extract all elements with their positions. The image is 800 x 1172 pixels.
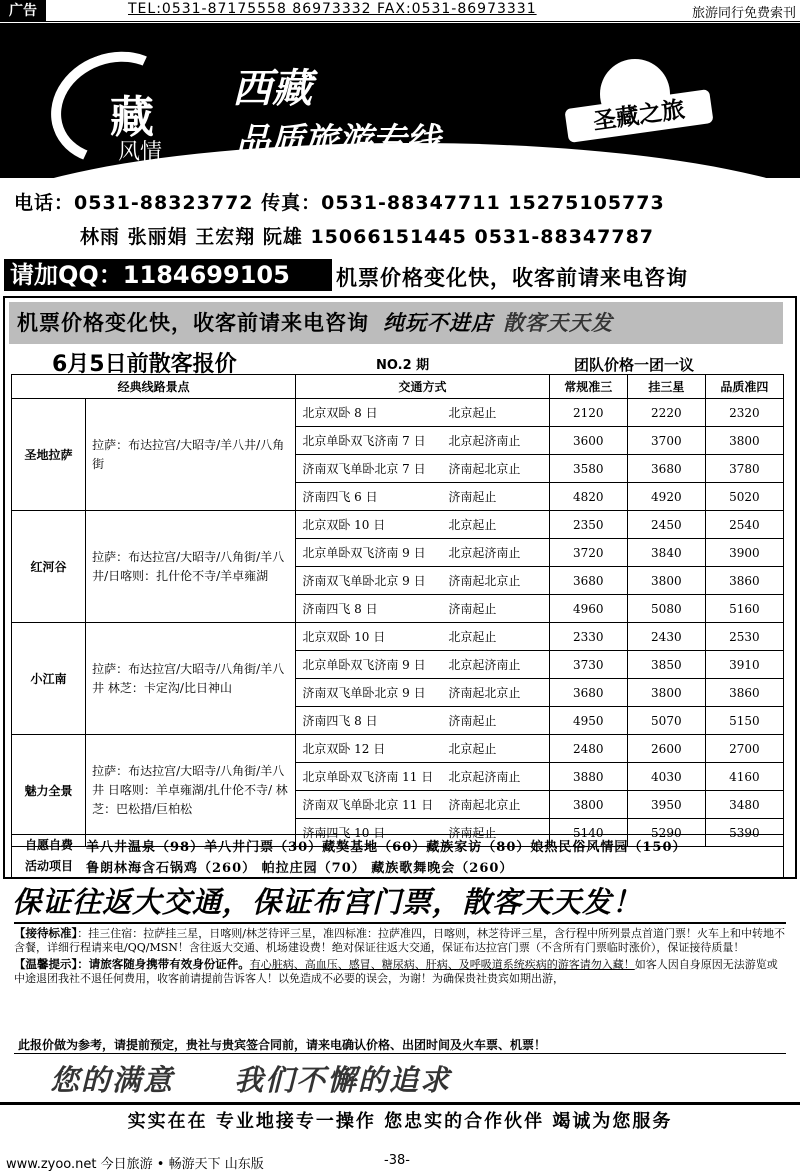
optional-label-b: 活动项目 (24, 859, 73, 873)
price-cell: 3680 (549, 567, 627, 595)
transport-cell (296, 651, 549, 679)
tips-text-3: 如客人因自身原因无法游览或中途退团我社不退任何费用，收客前请提前告诉客人！以免造成不必要的误会，为谢！为确保贵社贵宾如期出游， (14, 958, 778, 985)
price-cell: 2350 (549, 511, 627, 539)
optional-label-a: 自愿自费 (24, 838, 73, 852)
price-cell: 5150 (705, 707, 783, 735)
standard-text: ：挂三住宿：拉萨挂三星，日喀则/林芝待评三星，准四标准：拉萨准四，日喀则，林芝待评三星，含行程中所列景点首道门票！火车上和中转地不含餐，详细行程请来电/QQ/MSN！含往返大交通、机场建设费！绝对保证往返大交通，保证布达拉宫门票（不含所有门票临时涨价），保证接待质量！ (14, 927, 785, 954)
price-cell: 5290 (627, 819, 705, 847)
price-cell: 2330 (549, 623, 627, 651)
transport-mode: 北京双卧 8 日 (302, 406, 378, 420)
logo-subtitle: 风情 (118, 140, 163, 165)
transport-mode: 济南双飞单卧北京 9 日 (302, 574, 426, 588)
price-cell: 3950 (627, 791, 705, 819)
route-sights: 拉萨：布达拉宫/大昭寺/羊八井/八角街 (86, 399, 296, 511)
transport-cell (296, 791, 549, 819)
transport-cell (296, 595, 549, 623)
transport-cell (296, 427, 549, 455)
transport-cell (296, 511, 549, 539)
price-cell: 2480 (549, 735, 627, 763)
price-cell: 5020 (705, 483, 783, 511)
transport-stop: 北京起止 (448, 406, 497, 420)
transport-cell (296, 763, 549, 791)
optional-label (12, 835, 86, 877)
title-banner (0, 23, 800, 178)
transport-stop: 北京起济南止 (448, 658, 521, 672)
optional-line-2: 鲁朗林海含石锅鸡（260） 帕拉庄园（70） 藏族歌舞晚会（260） (86, 861, 514, 876)
transport-mode: 济南双飞单卧北京 9 日 (302, 686, 426, 700)
banner-subtitle: 品质旅游专线 (236, 121, 440, 161)
route-sights: 拉萨：布达拉宫/大昭寺/八角街/羊八井 日喀则：羊卓雍湖/扎什伦不寺/ 林芝：巴松措/巨柏松 (86, 735, 296, 847)
transport-stop: 北京起济南止 (448, 770, 521, 784)
tips-note (14, 957, 786, 986)
notes-section (14, 922, 786, 1054)
price-cell: 2700 (705, 735, 783, 763)
col-header-standard: 常规准三 (549, 375, 627, 399)
table-row (12, 399, 784, 427)
price-cell: 2540 (705, 511, 783, 539)
price-cell: 4160 (705, 763, 783, 791)
transport-mode: 济南四飞 10 日 (302, 826, 386, 840)
price-cell: 2450 (627, 511, 705, 539)
transport-cell (296, 539, 549, 567)
price-cell: 5080 (627, 595, 705, 623)
notice-text-3: 散客天天发 (503, 311, 613, 335)
tips-label: 【温馨提示】 (14, 957, 78, 971)
top-bar (0, 0, 800, 22)
price-cell: 4920 (627, 483, 705, 511)
qq-box: 请加QQ：1184699105 (4, 259, 332, 291)
price-cell: 3910 (705, 651, 783, 679)
price-cell: 4030 (627, 763, 705, 791)
transport-mode: 北京双卧 10 日 (302, 630, 386, 644)
optional-activities (11, 834, 784, 878)
transport-mode: 北京单卧双飞济南 9 日 (302, 658, 426, 672)
price-cell: 4950 (549, 707, 627, 735)
col-header-transport: 交通方式 (296, 375, 549, 399)
price-cell: 2120 (549, 399, 627, 427)
route-sights: 拉萨：布达拉宫/大昭寺/八角街/羊八井/日喀则：扎什伦不寺/羊卓雍湖 (86, 511, 296, 623)
price-cell: 3480 (705, 791, 783, 819)
route-sights: 拉萨：布达拉宫/大昭寺/八角街/羊八井 林芝：卡定沟/比日神山 (86, 623, 296, 735)
transport-mode: 济南四飞 8 日 (302, 602, 378, 616)
transport-stop: 北京起止 (448, 518, 497, 532)
transport-cell (296, 455, 549, 483)
route-region: 圣地拉萨 (12, 399, 86, 511)
transport-stop: 济南起止 (448, 602, 497, 616)
price-cell: 3780 (705, 455, 783, 483)
transport-stop: 济南起北京止 (448, 798, 521, 812)
transport-stop: 济南起北京止 (448, 686, 521, 700)
transport-stop: 济南起止 (448, 490, 497, 504)
price-cell: 3580 (549, 455, 627, 483)
price-cell: 3800 (627, 567, 705, 595)
route-table-body (12, 399, 784, 847)
price-cell: 3720 (549, 539, 627, 567)
route-region: 红河谷 (12, 511, 86, 623)
contact-line-2: 林雨 张丽娟 王宏翔 阮雄 15066151445 0531-88347787 (80, 226, 655, 248)
price-cell: 3880 (549, 763, 627, 791)
transport-stop: 北京起止 (448, 630, 497, 644)
ad-label: 广告 (0, 0, 46, 22)
footer-site: www.zyoo.net 今日旅游 • 畅游天下 山东版 (6, 1157, 264, 1172)
route-region: 魅力全景 (12, 735, 86, 847)
transport-cell (296, 735, 549, 763)
tips-text-2: 有心脏病、高血压、感冒、糖尿病、肝病、及呼吸道系统疾病的游客请勿入藏！ (249, 958, 635, 971)
transport-cell (296, 567, 549, 595)
motto (50, 1058, 451, 1099)
motto-a: 您的满意 (50, 1063, 175, 1097)
col-header-three-star: 挂三星 (627, 375, 705, 399)
transport-stop: 济南起北京止 (448, 462, 521, 476)
transport-cell (296, 399, 549, 427)
transport-stop: 北京起济南止 (448, 434, 521, 448)
guarantee-slogan: 保证往返大交通，保证布宫门票，散客天天发！ (12, 885, 643, 919)
table-header-row (12, 375, 784, 399)
price-cell: 3800 (627, 679, 705, 707)
footer (0, 1150, 800, 1172)
transport-mode: 北京单卧双飞济南 9 日 (302, 546, 426, 560)
contact-line-1: 电话：0531-88323772 传真：0531-88347711 15275105773 (14, 192, 665, 214)
transport-stop: 济南起止 (448, 714, 497, 728)
badge: 圣藏之旅 (564, 89, 713, 143)
header-contact: TEL:0531-87175558 86973332 FAX:0531-86973331 (128, 1, 537, 17)
transport-mode: 济南双飞单卧北京 11 日 (302, 798, 434, 812)
free-copy-note: 旅游同行免费索刊 (691, 6, 796, 21)
transport-mode: 济南四飞 8 日 (302, 714, 378, 728)
qq-note: 机票价格变化快，收客前请来电咨询 (336, 266, 688, 290)
price-cell: 3840 (627, 539, 705, 567)
transport-stop: 北京起济南止 (448, 546, 521, 560)
price-cell: 3800 (549, 791, 627, 819)
table-row (12, 735, 784, 763)
transport-mode: 北京双卧 12 日 (302, 742, 386, 756)
quote-title: 6月5日前散客报价 (52, 352, 237, 377)
final-note: 此报价做为参考，请提前预定，贵社与贵宾签合同前，请来电确认价格、出团时间及火车票、机票！ (18, 1038, 547, 1052)
transport-mode: 北京双卧 10 日 (302, 518, 386, 532)
price-cell: 5160 (705, 595, 783, 623)
transport-stop: 济南起止 (448, 826, 497, 840)
price-cell: 3700 (627, 427, 705, 455)
standard-note (14, 926, 786, 955)
notice-bar (9, 302, 783, 344)
service-slogan: 实实在在 专业地接专一操作 您忠实的合作伙伴 竭诚为您服务 (0, 1102, 800, 1136)
price-cell: 5070 (627, 707, 705, 735)
transport-stop: 济南起北京止 (448, 574, 521, 588)
transport-mode: 济南双飞单卧北京 7 日 (302, 462, 426, 476)
notice-text-1: 机票价格变化快，收客前请来电咨询 (17, 311, 369, 335)
tips-text-1: ：请旅客随身携带有效身份证件。 (77, 957, 250, 971)
price-cell: 3800 (705, 427, 783, 455)
price-cell: 5140 (549, 819, 627, 847)
transport-cell (296, 623, 549, 651)
price-cell: 2430 (627, 623, 705, 651)
logo-character: 藏 (110, 92, 154, 143)
col-header-quasi-four: 品质准四 (705, 375, 783, 399)
page-number: -38- (384, 1153, 410, 1168)
transport-mode: 北京单卧双飞济南 7 日 (302, 434, 426, 448)
price-cell: 2600 (627, 735, 705, 763)
price-cell: 3600 (549, 427, 627, 455)
price-cell: 3850 (627, 651, 705, 679)
standard-label: 【接待标准】 (14, 926, 78, 940)
transport-cell (296, 679, 549, 707)
transport-cell (296, 707, 549, 735)
price-cell: 2320 (705, 399, 783, 427)
transport-cell (296, 483, 549, 511)
price-cell: 3730 (549, 651, 627, 679)
col-header-sights: 经典线路景点 (12, 375, 296, 399)
team-price-note: 团队价格一团一议 (574, 356, 695, 374)
table-row (12, 623, 784, 651)
transport-mode: 北京单卧双飞济南 11 日 (302, 770, 434, 784)
price-cell: 3680 (627, 455, 705, 483)
price-table (11, 374, 784, 847)
transport-mode: 济南四飞 6 日 (302, 490, 378, 504)
notice-text-2: 纯玩不进店 (383, 311, 493, 335)
transport-stop: 北京起止 (448, 742, 497, 756)
price-cell: 5390 (705, 819, 783, 847)
price-cell: 3680 (549, 679, 627, 707)
price-cell: 2530 (705, 623, 783, 651)
optional-line-1: 羊八井温泉（98）羊八井门票（30）藏獒基地（60）藏族家访（80）娘热民俗风情园（150） (86, 840, 687, 855)
price-cell: 4960 (549, 595, 627, 623)
price-cell: 2220 (627, 399, 705, 427)
price-cell: 4820 (549, 483, 627, 511)
issue-number: NO.2 期 (376, 358, 430, 373)
route-region: 小江南 (12, 623, 86, 735)
price-cell: 3860 (705, 679, 783, 707)
price-cell: 3900 (705, 539, 783, 567)
table-row (12, 511, 784, 539)
motto-b: 我们不懈的追求 (234, 1063, 452, 1097)
banner-title: 西藏 (232, 66, 312, 112)
price-cell: 3860 (705, 567, 783, 595)
